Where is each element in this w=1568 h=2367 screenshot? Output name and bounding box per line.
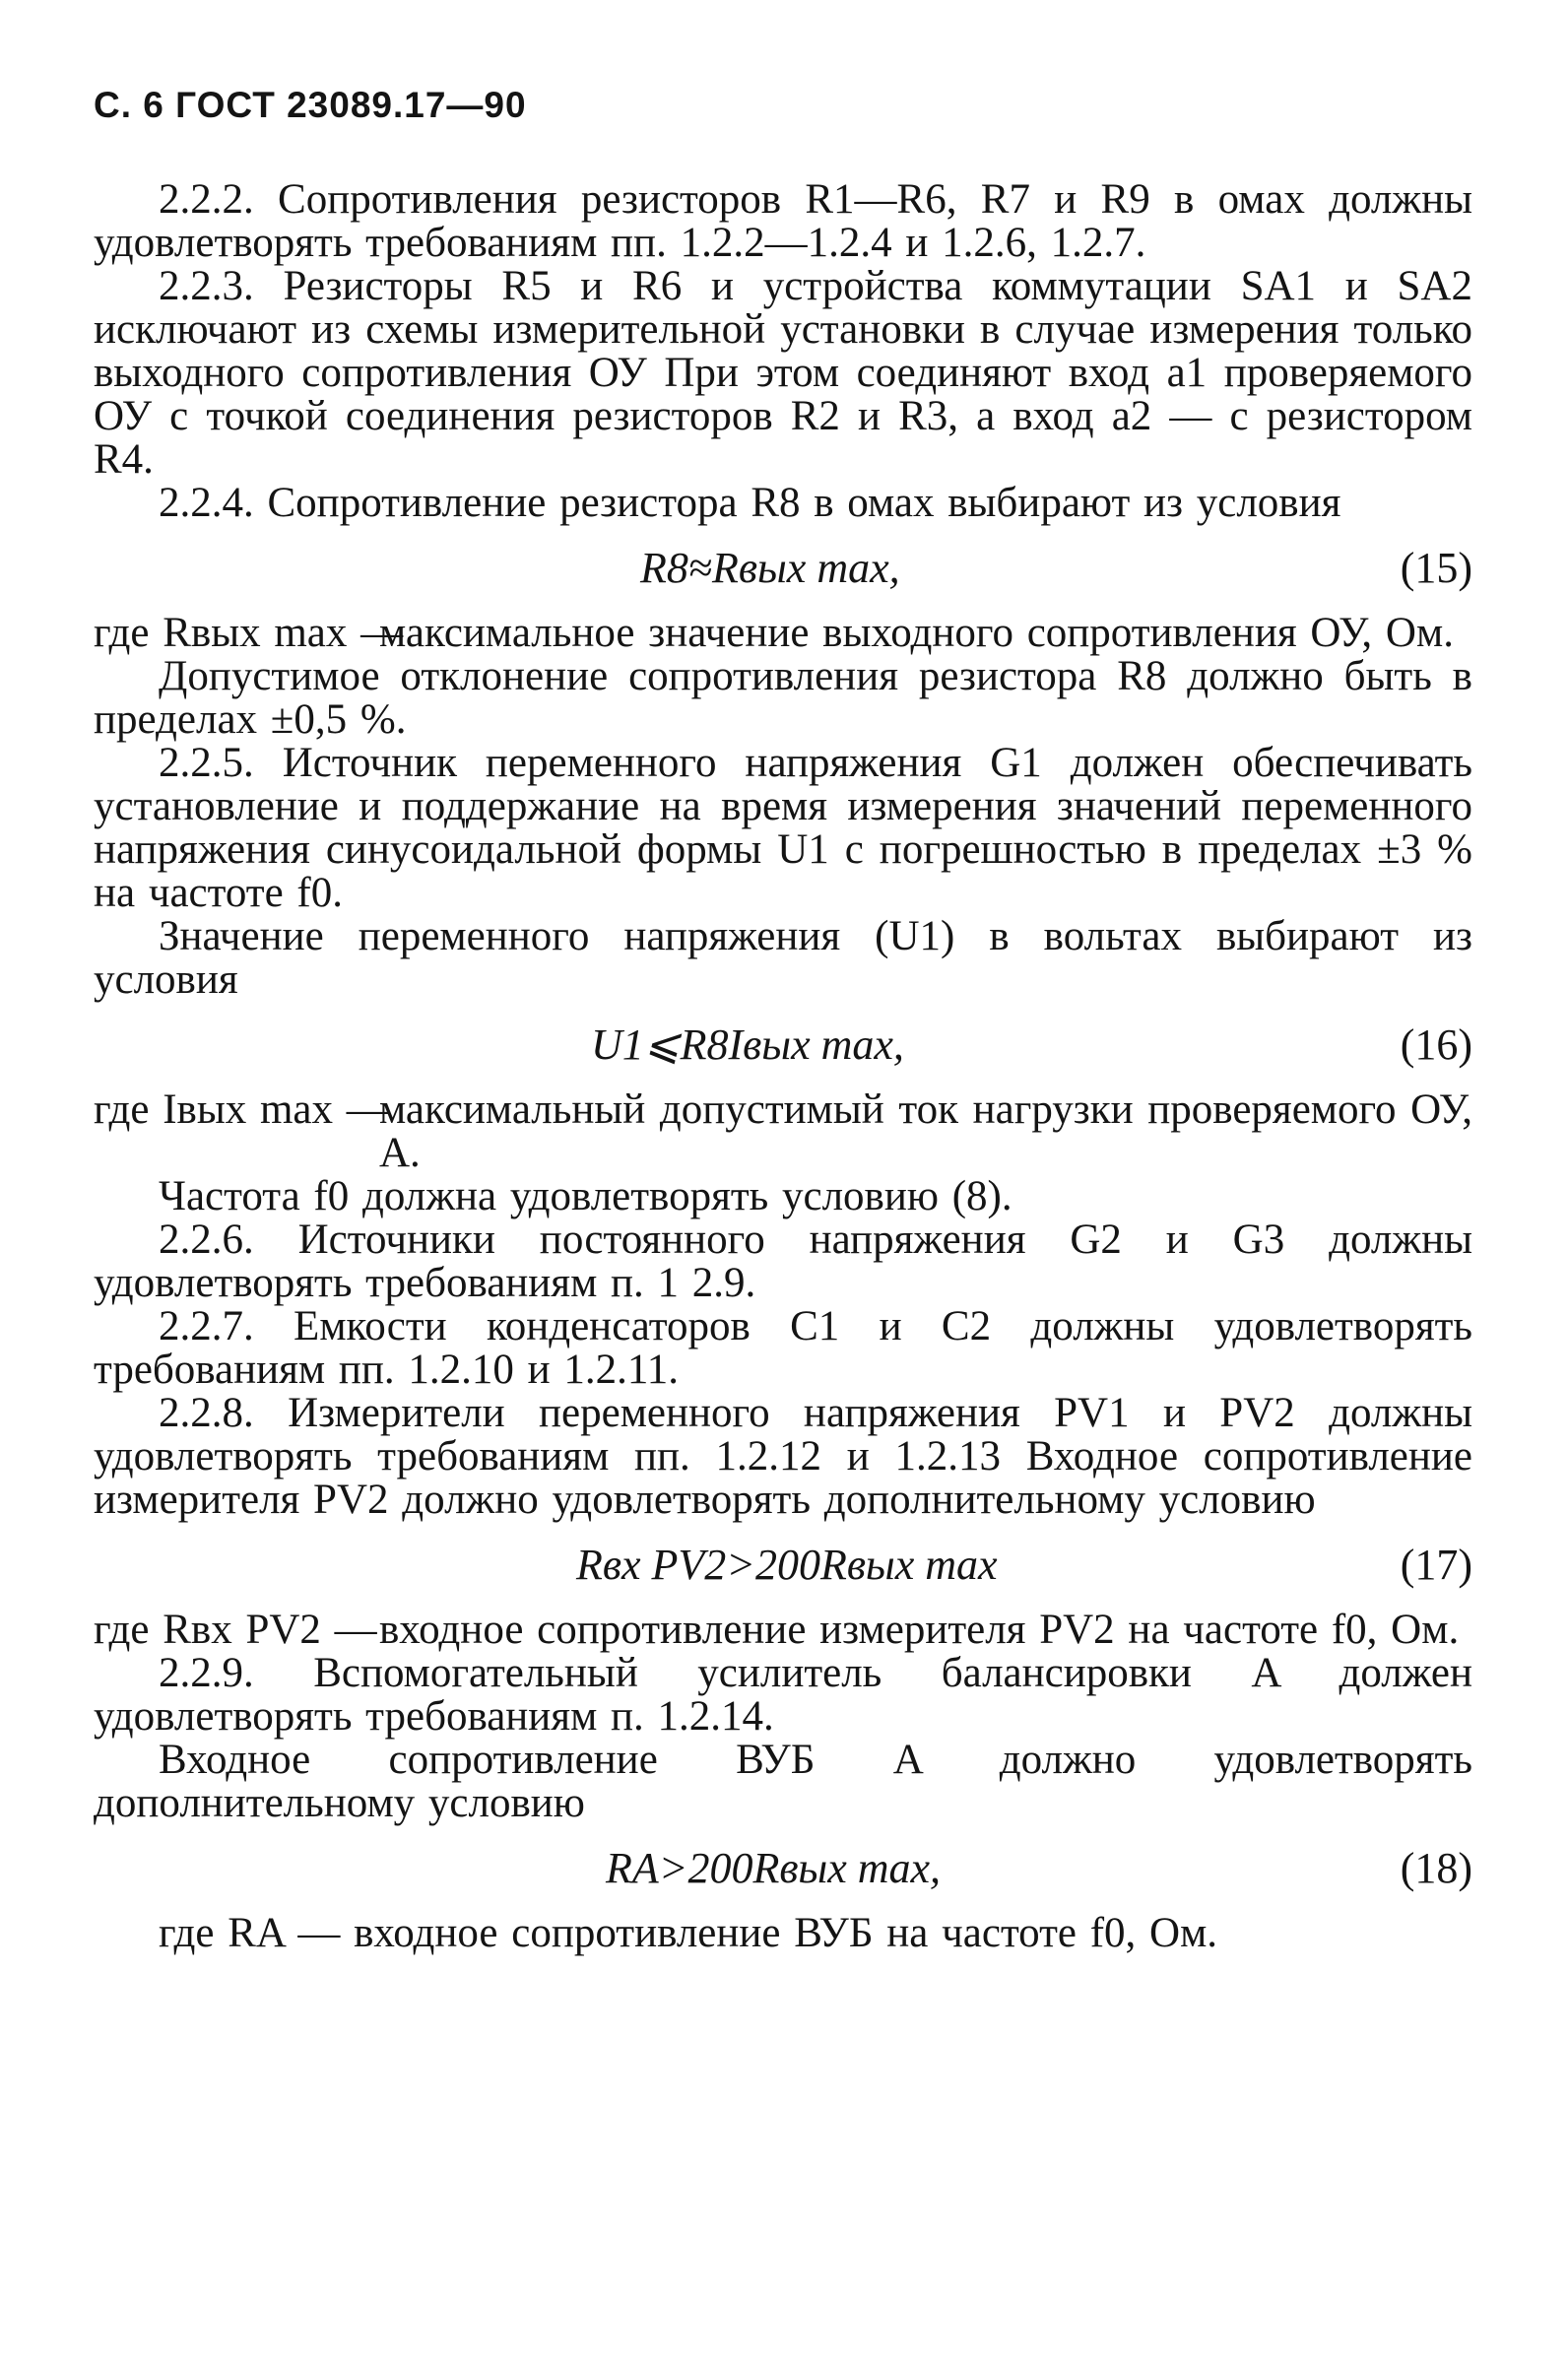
where-15 [94, 612, 1472, 655]
paragraph-u1-value: Значение переменного напряжения (U1) в вольтах выбирают из условия [94, 913, 1472, 1003]
where-16-text: максимальный допустимый ток нагрузки проверяемого ОУ, А. [379, 1086, 1472, 1176]
formula-16 [94, 1016, 1472, 1075]
where-17 [94, 1609, 1472, 1652]
paragraph-2-2-5: 2.2.5. Источник переменного напряжения G1 должен обеспечивать установление и поддержание на время измерения значений переменного напряжения синусоидальной формы U1 с погрешностью в пределах ±3 % на частоте f0. [94, 740, 1472, 916]
formula-17-number: (17) [1400, 1541, 1472, 1589]
page-header [94, 84, 1472, 127]
paragraph-2-2-4: 2.2.4. Сопротивление резистора R8 в омах выбирают из условия [159, 480, 1341, 526]
where-15-lead: где Rвых max — [94, 610, 404, 656]
document-page [94, 84, 1472, 1955]
formula-18 [94, 1839, 1472, 1898]
paragraph-vub: Входное сопротивление ВУБ A должно удовлетворять дополнительному условию [94, 1737, 1472, 1826]
formula-17 [94, 1536, 1472, 1595]
where-15-text: максимальное значение выходного сопротивления ОУ, Ом. [379, 610, 1454, 656]
formula-16-number: (16) [1400, 1020, 1472, 1069]
where-16-lead: где Iвых max — [94, 1086, 389, 1133]
paragraph-2-2-2: 2.2.2. Сопротивления резисторов R1—R6, R7 и R9 в омах должны удовлетворять требованиям пп. 1.2.2—1.2.4 и 1.2.6, 1.2.7. [94, 176, 1472, 266]
formula-15-number: (15) [1400, 544, 1472, 592]
header-text: С. 6 ГОСТ 23089.17—90 [94, 85, 527, 125]
where-17-text: входное сопротивление измерителя PV2 на частоте f0, Ом. [379, 1607, 1460, 1653]
paragraph-frequency: Частота f0 должна удовлетворять условию (8). [159, 1173, 1013, 1219]
where-17-lead: где Rвх PV2 — [94, 1607, 377, 1653]
formula-15-expression: R8≈Rвых max, [640, 544, 900, 592]
paragraph-tolerance: Допустимое отклонение сопротивления резистора R8 должно быть в пределах ±0,5 %. [94, 653, 1472, 743]
paragraph-2-2-9: 2.2.9. Вспомогательный усилитель балансировки A должен удовлетворять требованиям п. 1.2.14. [94, 1650, 1472, 1740]
formula-18-expression: RA>200Rвых max, [606, 1844, 942, 1892]
formula-18-number: (18) [1400, 1844, 1472, 1892]
where-16 [94, 1088, 1472, 1175]
formula-17-expression: Rвх PV2>200Rвых max [576, 1541, 998, 1589]
paragraph-2-2-7: 2.2.7. Емкости конденсаторов C1 и C2 должны удовлетворять требованиям пп. 1.2.10 и 1.2.11. [94, 1303, 1472, 1393]
formula-16-expression: U1⩽R8Iвых max, [591, 1020, 904, 1069]
paragraph-2-2-6: 2.2.6. Источники постоянного напряжения G2 и G3 должны удовлетворять требованиям п. 1 2.9. [94, 1216, 1472, 1306]
paragraph-ra-definition: где RA — входное сопротивление ВУБ на частоте f0, Ом. [159, 1910, 1218, 1956]
paragraph-2-2-3: 2.2.3. Резисторы R5 и R6 и устройства коммутации SA1 и SA2 исключают из схемы измерительной установки в случае измерения только выходного сопротивления ОУ При этом соединяют вход a1 проверяемого ОУ с точкой соединения резисторов R2 и R3, а вход a2 — с резистором R4. [94, 263, 1472, 483]
formula-15 [94, 539, 1472, 598]
paragraph-2-2-8: 2.2.8. Измерители переменного напряжения PV1 и PV2 должны удовлетворять требованиям пп. 1.2.12 и 1.2.13 Входное сопротивление измерителя PV2 должно удовлетворять дополнительному условию [94, 1390, 1472, 1523]
